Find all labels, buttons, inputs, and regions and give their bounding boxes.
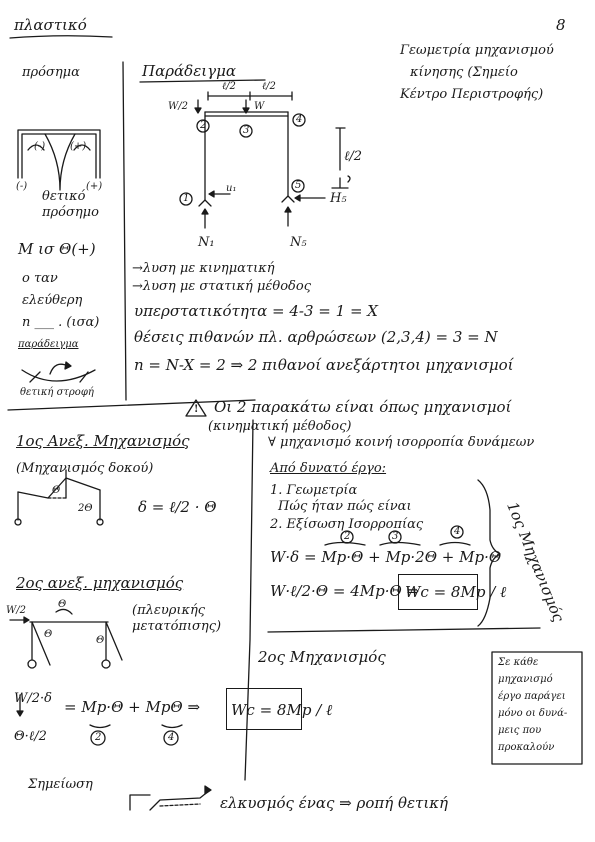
warning-line-2: (κινηματική μέθοδος) (208, 419, 352, 434)
load-w: W (254, 101, 265, 112)
mech1-title: 1ος Ανεξ. Μηχανισμός (16, 432, 190, 450)
side-note-1: Γεωμετρία μηχανισμού (400, 43, 554, 58)
load-w-half: W/2 (168, 101, 189, 112)
mech2-theta-c: Θ (96, 635, 105, 646)
title-underline (10, 36, 112, 38)
hinge-label-c: (+) (70, 141, 87, 152)
mech2-heading: 2ος Μηχανισμός (258, 648, 386, 666)
theta-l: Θ·ℓ/2 (14, 729, 47, 744)
note-line-2: μηχανισμό (498, 674, 553, 685)
note-line-4: μόνο οι δυνά- (498, 708, 568, 719)
footer-text: ελκυσμός ένας ⇒ ροπή θετική (220, 794, 449, 812)
mech2-theta-b: Θ (44, 629, 53, 640)
warning-line-1: Οι 2 παρακάτω είναι όπως μηχανισμοί (214, 398, 512, 416)
warning-icon: ! (194, 404, 199, 415)
mech1-delta: δ = ℓ/2 · Θ (138, 498, 217, 516)
eq-circled-4: 4 (168, 732, 175, 743)
note-line-5: μεις που (498, 725, 542, 736)
virtual-work-header: Από δυνατό έργο: (270, 461, 387, 476)
sign-label: πρόσημα (22, 65, 80, 80)
n-line: n ___ . (ισα) (22, 315, 100, 330)
result-box (398, 574, 507, 610)
hinge-label-d: (+) (86, 181, 103, 192)
mech2-title: 2ος ανεξ. μηχανισμός (16, 574, 184, 592)
side-note-2: κίνησης (Σημείο (410, 65, 518, 80)
when-line: ο ταν (22, 271, 58, 286)
free-line: ελεύθερη (22, 293, 83, 308)
half-span-2: ℓ/2 (262, 81, 276, 92)
step-1b: Πώς ήταν πώς είναι (278, 499, 412, 514)
result-value: Wc = 8Mp / ℓ (405, 583, 507, 601)
mechanism1-sketch (15, 470, 103, 525)
eq-rhs: = Mp·Θ + MpΘ ⇒ (64, 698, 201, 716)
h5-label: H₅ (330, 191, 347, 206)
node-2: 2 (200, 120, 207, 131)
note-line-6: προκαλούν (498, 742, 555, 753)
u1-label: u₁ (226, 183, 237, 194)
example-title: Παράδειγμα (142, 62, 236, 80)
circled-3: 3 (392, 531, 399, 542)
moment-rule: M ισ Θ(+) (18, 240, 96, 258)
frame-height: ℓ/2 (344, 149, 363, 164)
mech2-theta-a: Θ (58, 599, 67, 610)
work-equation: W·δ = Mp·Θ + Mp·2Θ + Mp·Θ (270, 548, 502, 566)
side-note-3: Κέντρο Περιστροφής) (400, 87, 544, 102)
mech2-subtitle-1: (πλευρικής (132, 603, 206, 618)
half-span-1: ℓ/2 (222, 81, 236, 92)
circled-2: 2 (344, 531, 351, 542)
note-line-3: έργο παράγει (498, 691, 566, 702)
frame-drawing (180, 92, 350, 228)
hinges-formula: θέσεις πιθανών πλ. αρθρώσεων (2,3,4) = 3 = N (134, 328, 498, 346)
eq-circled-2: 2 (95, 732, 102, 743)
node-4: 4 (296, 114, 303, 125)
positive-sign-caption-2: πρόσημο (42, 205, 99, 220)
positive-sign-caption-1: θετικό (42, 189, 86, 204)
hinge-label-b: (-) (34, 141, 46, 152)
mech2-w-label: W/2 (6, 605, 27, 616)
right-divider (268, 628, 540, 632)
example-label: παράδειγμα (18, 339, 79, 350)
node-1: 1 (183, 193, 190, 204)
statement: ∀ μηχανισμό κοινή ισορροπία δυνάμεων (268, 435, 535, 450)
circled-4: 4 (454, 526, 461, 537)
mech2-subtitle-2: μετατόπισης) (132, 619, 222, 634)
node-3: 3 (243, 125, 250, 136)
positive-rotation: θετική στροφή (20, 387, 94, 398)
n5-label: N₅ (290, 235, 307, 250)
page-number: 8 (556, 16, 566, 34)
step-2: 2. Εξίσωση Ισορροπίας (270, 517, 424, 532)
footer-sketch (130, 790, 210, 810)
eq-box-value: Wc = 8Mp / ℓ (231, 701, 333, 719)
eq-box (226, 688, 333, 730)
result-lhs: W·ℓ/2·Θ = 4Mp·Θ ⇒ (270, 582, 420, 600)
example-underline (140, 80, 265, 82)
left-divider (123, 62, 126, 400)
method-static: →λυση με στατική μέθοδος (132, 279, 311, 294)
eq-lhs: W/2·δ (14, 691, 52, 706)
hinge-label-a: (-) (16, 181, 28, 192)
independent-formula: n = N-X = 2 ⇒ 2 πιθανοί ανεξάρτητοι μηχανισμοί (134, 356, 514, 374)
method-kinematic: →λυση με κινηματική (132, 261, 275, 276)
node-5: 5 (295, 180, 302, 191)
indeterminacy-formula: υπερστατικότητα = 4-3 = 1 = X (134, 302, 378, 320)
page-title: πλαστικό (14, 16, 87, 34)
mech1-subtitle: (Μηχανισμός δοκού) (16, 461, 154, 476)
note-line-1: Σε κάθε (498, 657, 539, 668)
mech1-vertical-label: 1ος Μηχανισμός (503, 499, 568, 625)
mech1-two-theta: 2Θ (78, 503, 93, 514)
mech1-theta: Θ (52, 485, 61, 496)
footer-label: Σημείωση (28, 777, 93, 792)
step-1: 1. Γεωμετρία (270, 483, 358, 498)
n1-label: N₁ (198, 235, 215, 250)
mechanism2-sketch (10, 609, 122, 668)
